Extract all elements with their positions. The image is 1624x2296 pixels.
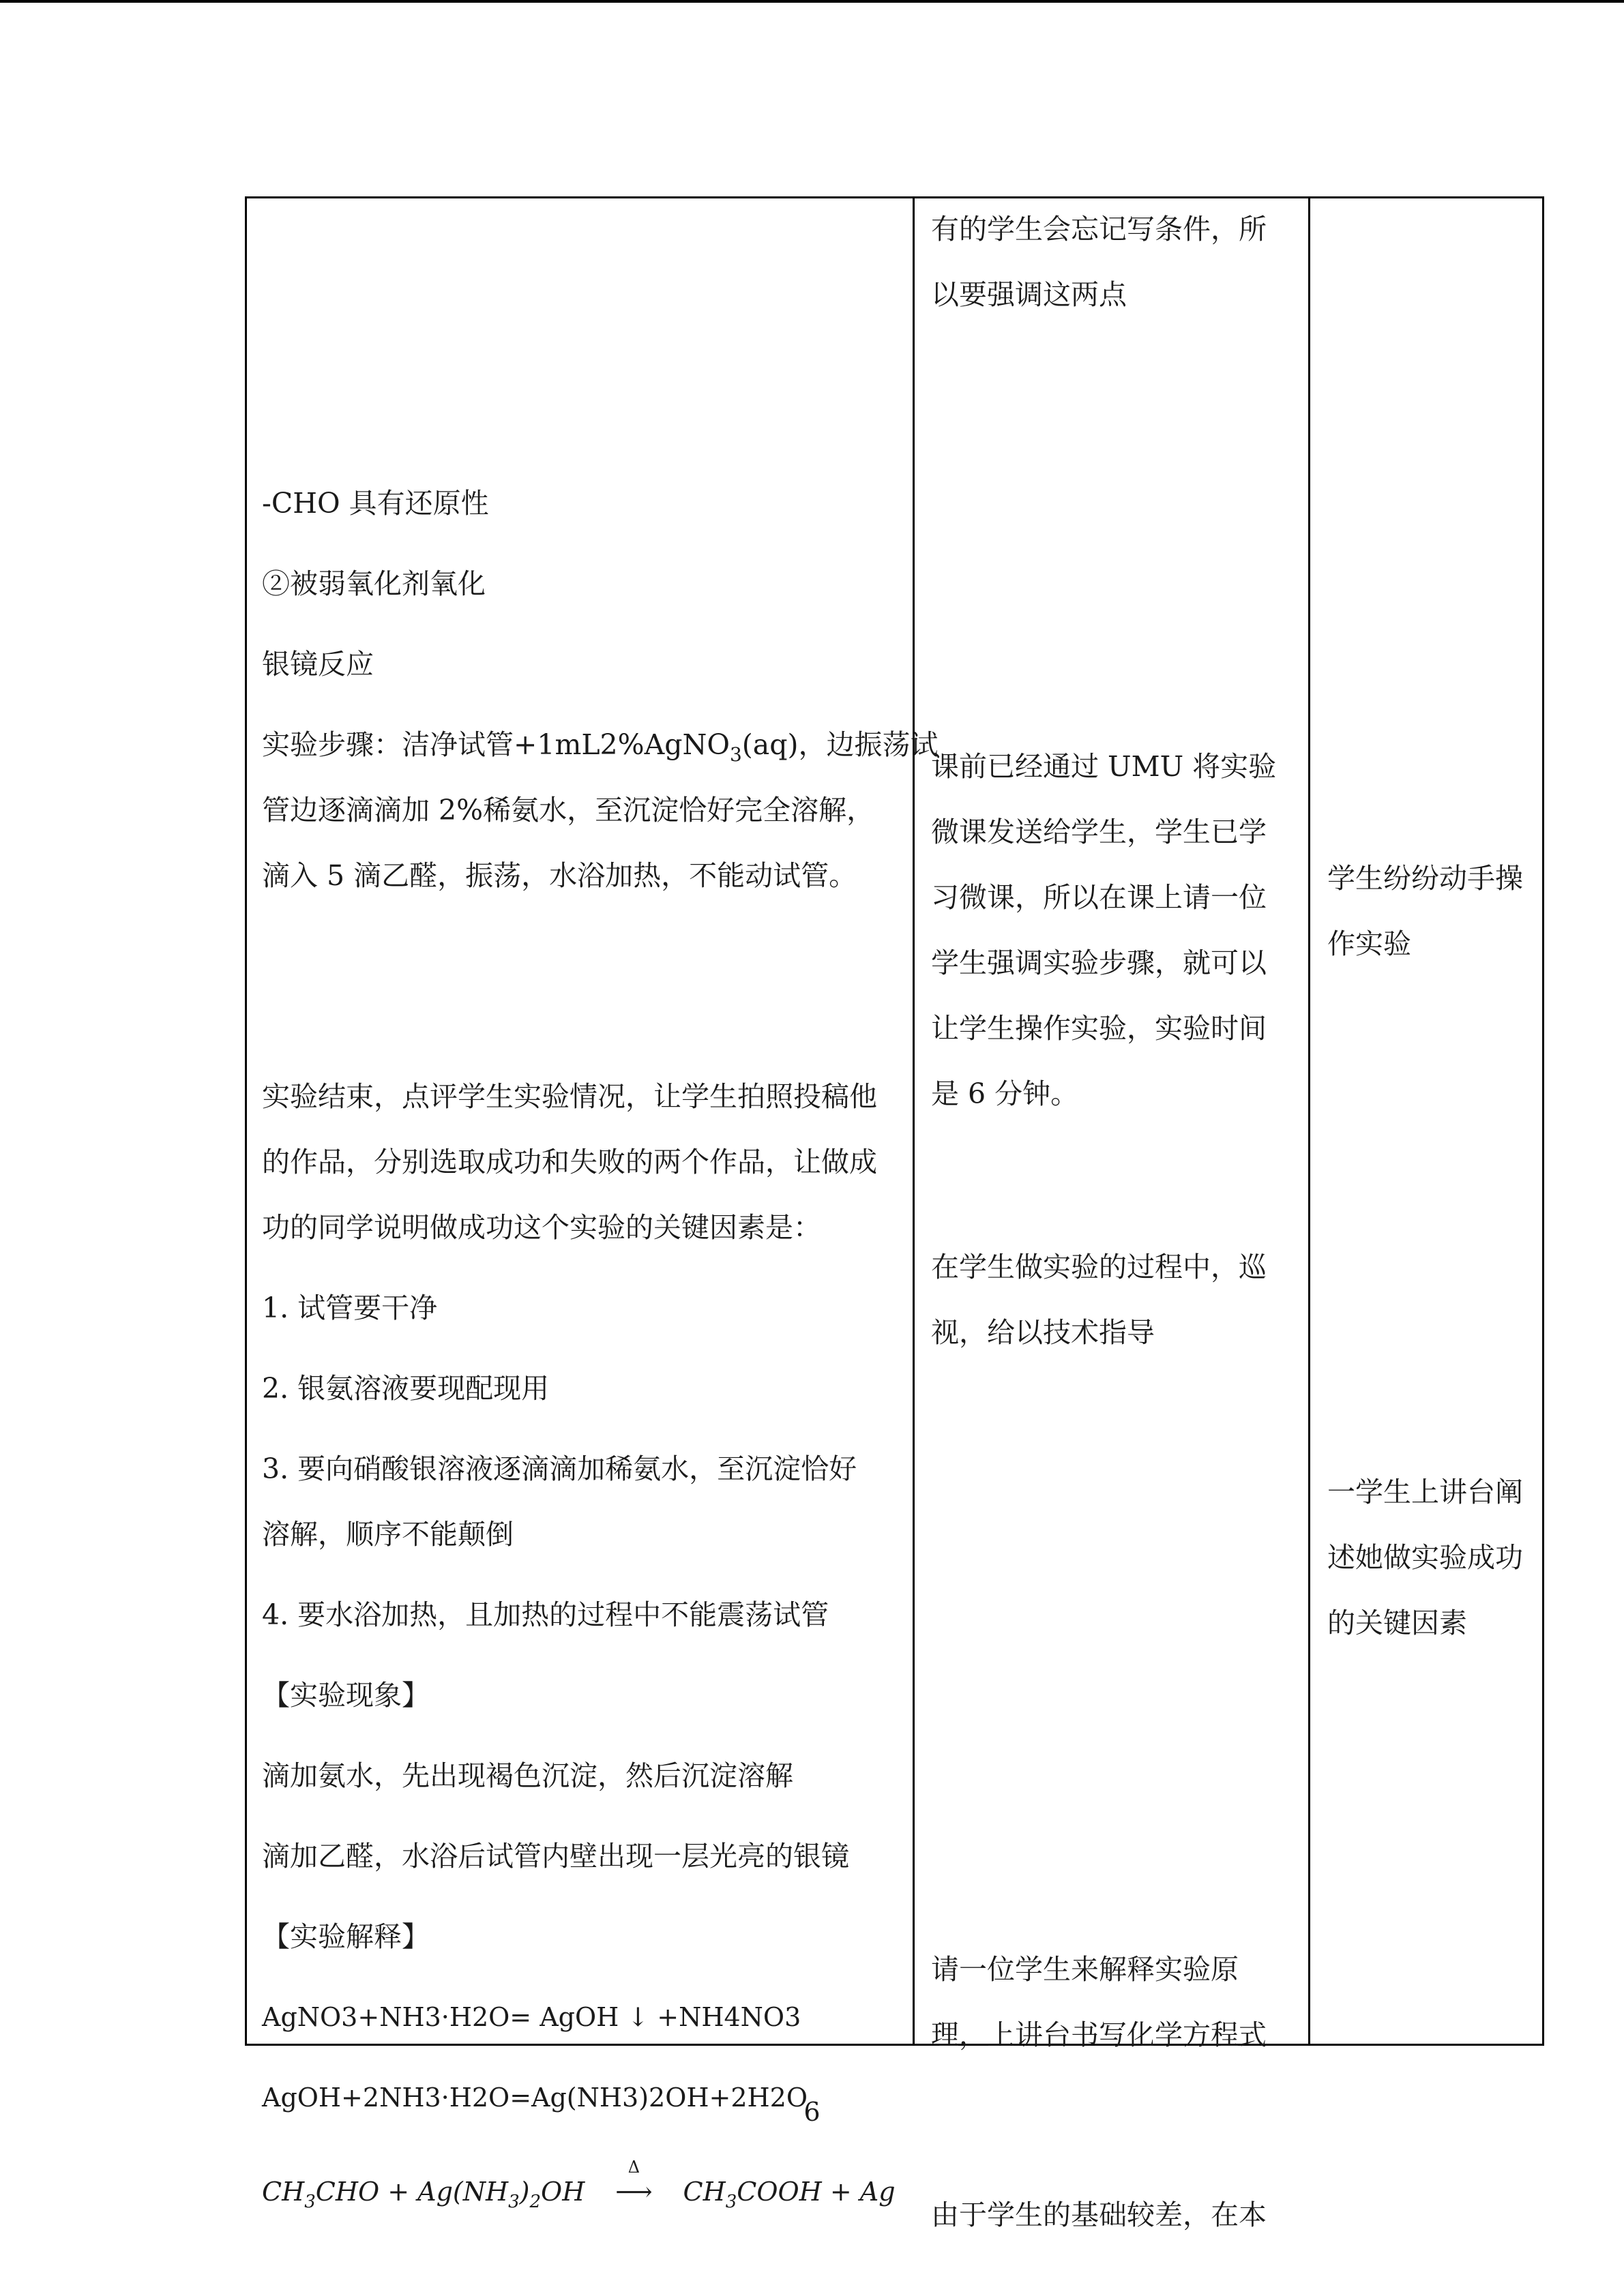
- chemical-equation-formula: $CH_3CHO + Ag(NH_3)_2OH$ Δ ⟶ $CH_3COOH + Ag$: [262, 2160, 896, 2228]
- content-line: 滴入 5 滴乙醛，振荡，水浴加热，不能动试管。: [262, 859, 857, 892]
- page-number: 6: [803, 2097, 821, 2127]
- lesson-table: [245, 196, 1544, 2231]
- note-line: 理，上讲台书写化学方程式: [931, 2018, 1267, 2051]
- chemical-equation: AgNO3+NH3·H2O= AgOH ↓ +NH4NO3: [262, 2002, 801, 2032]
- activity-line: 的关键因素: [1327, 1607, 1467, 1639]
- column-divider: [913, 198, 915, 2044]
- chemical-equation: AgOH+2NH3·H2O=Ag(NH3)2OH+2H2O: [262, 2083, 808, 2113]
- content-line: 的作品，分别选取成功和失败的两个作品，让做成: [262, 1146, 877, 1178]
- content-line: 管边逐滴滴加 2%稀氨水，至沉淀恰好完全溶解，: [262, 794, 875, 826]
- note-line: 在学生做实验的过程中，巡: [931, 1251, 1267, 1283]
- content-line: 滴加乙醛，水浴后试管内壁出现一层光亮的银镜: [262, 1840, 849, 1873]
- list-item: 溶解，顺序不能颠倒: [262, 1518, 514, 1551]
- note-line: 视，给以技术指导: [931, 1316, 1155, 1349]
- column-divider: [1308, 198, 1310, 2044]
- note-line: 学生强调实验步骤，就可以: [931, 946, 1267, 979]
- activity-line: 述她做实验成功: [1327, 1541, 1523, 1574]
- section-heading: 【实验现象】: [262, 1679, 430, 1712]
- note-line: 有的学生会忘记写条件，所: [931, 213, 1267, 245]
- activity-line: 学生纷纷动手操: [1327, 862, 1523, 895]
- note-line: 微课发送给学生，学生已学: [931, 816, 1267, 848]
- activity-line: 作实验: [1327, 927, 1411, 960]
- page-top-border: [0, 0, 1624, 3]
- note-line: 以要强调这两点: [931, 278, 1127, 311]
- list-item: 2. 银氨溶液要现配现用: [262, 1372, 550, 1405]
- list-item: 4. 要水浴加热，且加热的过程中不能震荡试管: [262, 1598, 829, 1631]
- note-line: 由于学生的基础较差，在本: [931, 2198, 1267, 2231]
- section-heading: 【实验解释】: [262, 1920, 430, 1953]
- experiment-step-line: 实验步骤：洁净试管+1mL2%AgNO$_3$(aq)，边振荡试: [262, 728, 939, 766]
- reaction-arrow: Δ ⟶: [615, 2158, 653, 2207]
- list-item: 3. 要向硝酸银溶液逐滴滴加稀氨水，至沉淀恰好: [262, 1452, 857, 1485]
- content-line: 滴加氨水，先出现褐色沉淀，然后沉淀溶解: [262, 1759, 793, 1792]
- note-line: 习微课，所以在课上请一位: [931, 881, 1267, 914]
- content-line: -CHO 具有还原性: [262, 487, 489, 520]
- note-line: 让学生操作实验，实验时间: [931, 1012, 1267, 1045]
- list-item: 1. 试管要干净: [262, 1292, 438, 1324]
- content-line: ②被弱氧化剂氧化: [262, 567, 486, 600]
- content-line: 功的同学说明做成功这个实验的关键因素是：: [262, 1211, 821, 1244]
- content-line: 实验结束，点评学生实验情况，让学生拍照投稿他: [262, 1080, 877, 1113]
- note-line: 课前已经通过 UMU 将实验: [931, 750, 1277, 783]
- note-line: 请一位学生来解释实验原: [931, 1953, 1239, 1986]
- activity-line: 一学生上讲台阐: [1327, 1476, 1523, 1508]
- note-line: 是 6 分钟。: [931, 1077, 1079, 1110]
- content-line: 银镜反应: [262, 648, 374, 681]
